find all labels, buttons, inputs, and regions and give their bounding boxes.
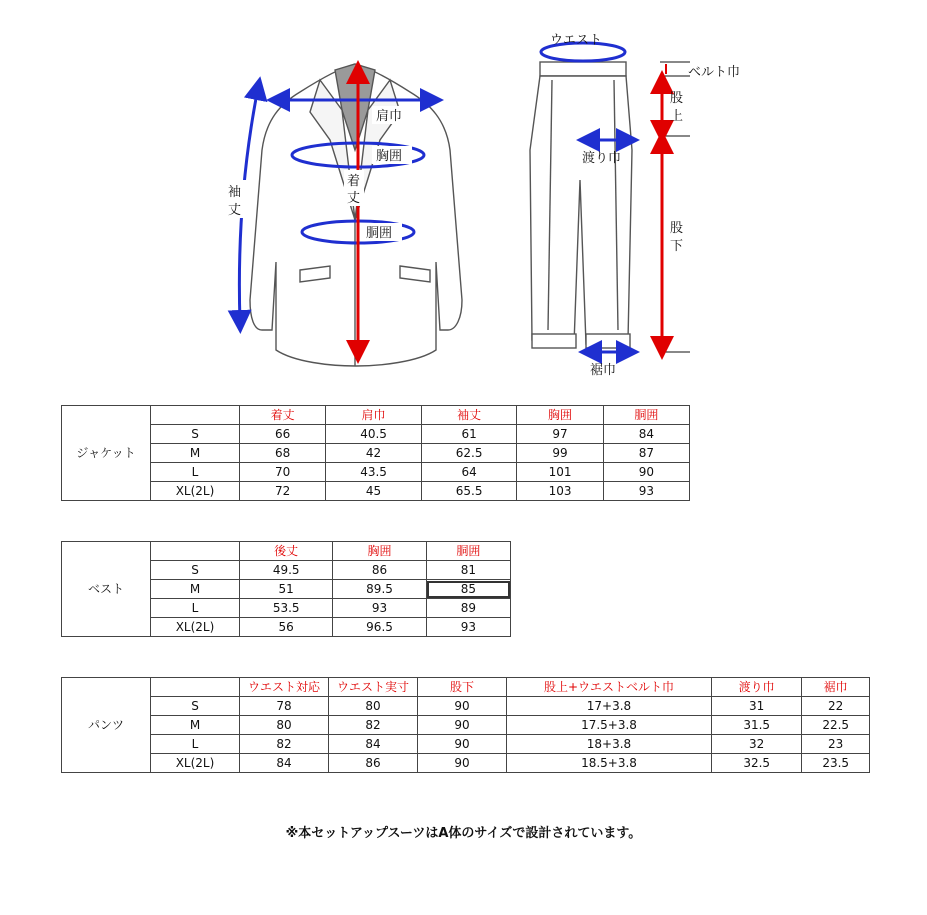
value-cell: 56 (240, 618, 333, 637)
table-header-row (62, 406, 690, 425)
value-cell: 42 (326, 444, 422, 463)
pants-illustration (530, 62, 632, 348)
value-cell: 89.5 (333, 580, 426, 599)
vest-size-table (61, 541, 511, 637)
size-cell: XL(2L) (151, 618, 240, 637)
selected-cell[interactable]: 85 (426, 580, 510, 599)
col-header: 胴囲 (426, 542, 510, 561)
table-row (62, 463, 690, 482)
col-header: 後丈 (240, 542, 333, 561)
table-row (62, 444, 690, 463)
label-sleeve-1: 袖 (228, 185, 242, 200)
value-cell: 86 (333, 561, 426, 580)
table-row (62, 697, 870, 716)
value-cell: 90 (603, 463, 689, 482)
table-row (62, 425, 690, 444)
value-cell: 93 (426, 618, 510, 637)
group-label: ジャケット (62, 406, 151, 501)
value-cell: 90 (418, 716, 507, 735)
table-row (62, 482, 690, 501)
table-row (62, 735, 870, 754)
col-header: 渡り巾 (712, 678, 802, 697)
col-header: 股上+ウエストベルト巾 (507, 678, 712, 697)
value-cell: 61 (421, 425, 517, 444)
value-cell: 32 (712, 735, 802, 754)
value-cell: 90 (418, 754, 507, 773)
label-length-2: 丈 (347, 191, 361, 206)
size-cell: S (151, 425, 240, 444)
value-cell: 68 (240, 444, 326, 463)
value-cell: 99 (517, 444, 603, 463)
size-cell: S (151, 697, 240, 716)
table-row (62, 754, 870, 773)
col-header: 着丈 (240, 406, 326, 425)
size-cell: M (151, 580, 240, 599)
size-cell: M (151, 444, 240, 463)
value-cell: 31 (712, 697, 802, 716)
value-cell: 84 (329, 735, 418, 754)
value-cell: 40.5 (326, 425, 422, 444)
value-cell: 82 (240, 735, 329, 754)
label-pants-waist: ウエスト (550, 33, 603, 48)
value-cell: 66 (240, 425, 326, 444)
col-header: 胴囲 (603, 406, 689, 425)
value-cell: 65.5 (421, 482, 517, 501)
label-inseam-2: 下 (670, 239, 684, 254)
value-cell: 90 (418, 697, 507, 716)
jacket-size-table (61, 405, 690, 501)
value-cell: 32.5 (712, 754, 802, 773)
value-cell: 78 (240, 697, 329, 716)
value-cell: 84 (603, 425, 689, 444)
size-cell: L (151, 735, 240, 754)
value-cell: 96.5 (333, 618, 426, 637)
col-header: 胸囲 (333, 542, 426, 561)
value-cell: 17.5+3.8 (507, 716, 712, 735)
col-header: 股下 (418, 678, 507, 697)
group-label: ベスト (62, 542, 151, 637)
label-length-1: 着 (347, 174, 361, 189)
label-rise-1: 股 (670, 91, 684, 106)
value-cell: 93 (603, 482, 689, 501)
value-cell: 103 (517, 482, 603, 501)
size-header (151, 678, 240, 697)
size-cell: L (151, 599, 240, 618)
value-cell: 31.5 (712, 716, 802, 735)
jacket-illustration (250, 64, 462, 366)
value-cell: 81 (426, 561, 510, 580)
value-cell: 43.5 (326, 463, 422, 482)
size-header (151, 542, 240, 561)
value-cell: 89 (426, 599, 510, 618)
value-cell: 45 (326, 482, 422, 501)
col-header: ウエスト対応 (240, 678, 329, 697)
label-shoulder: 肩巾 (376, 109, 403, 124)
size-cell: XL(2L) (151, 482, 240, 501)
value-cell: 23.5 (802, 754, 870, 773)
label-sleeve-2: 丈 (228, 203, 242, 218)
table-header-row (62, 542, 511, 561)
value-cell: 22 (802, 697, 870, 716)
value-cell: 80 (329, 697, 418, 716)
table-header-row (62, 678, 870, 697)
value-cell: 18+3.8 (507, 735, 712, 754)
col-header: 裾巾 (802, 678, 870, 697)
value-cell: 17+3.8 (507, 697, 712, 716)
label-thigh: 渡り巾 (582, 151, 622, 166)
size-cell: XL(2L) (151, 754, 240, 773)
label-hem: 裾巾 (590, 363, 617, 378)
size-cell: M (151, 716, 240, 735)
size-diagram (0, 0, 927, 400)
value-cell: 23 (802, 735, 870, 754)
label-chest: 胸囲 (376, 149, 403, 164)
label-rise-2: 上 (670, 109, 684, 124)
value-cell: 49.5 (240, 561, 333, 580)
value-cell: 97 (517, 425, 603, 444)
size-cell: S (151, 561, 240, 580)
value-cell: 62.5 (421, 444, 517, 463)
value-cell: 22.5 (802, 716, 870, 735)
group-label: パンツ (62, 678, 151, 773)
value-cell: 53.5 (240, 599, 333, 618)
value-cell: 101 (517, 463, 603, 482)
value-cell: 84 (240, 754, 329, 773)
label-waist: 胴囲 (366, 226, 393, 241)
value-cell: 87 (603, 444, 689, 463)
col-header: 胸囲 (517, 406, 603, 425)
value-cell: 72 (240, 482, 326, 501)
label-belt: ベルト巾 (688, 65, 741, 80)
pants-size-table (61, 677, 870, 773)
value-cell: 64 (421, 463, 517, 482)
col-header: 肩巾 (326, 406, 422, 425)
value-cell: 80 (240, 716, 329, 735)
value-cell: 93 (333, 599, 426, 618)
table-row (62, 716, 870, 735)
value-cell: 82 (329, 716, 418, 735)
value-cell: 51 (240, 580, 333, 599)
size-header (151, 406, 240, 425)
value-cell: 18.5+3.8 (507, 754, 712, 773)
value-cell: 86 (329, 754, 418, 773)
value-cell: 70 (240, 463, 326, 482)
size-cell: L (151, 463, 240, 482)
label-inseam-1: 股 (670, 221, 684, 236)
sizing-note: ※本セットアップスーツはA体のサイズで設計されています。 (285, 826, 642, 841)
col-header: 袖丈 (421, 406, 517, 425)
col-header: ウエスト実寸 (329, 678, 418, 697)
value-cell: 90 (418, 735, 507, 754)
